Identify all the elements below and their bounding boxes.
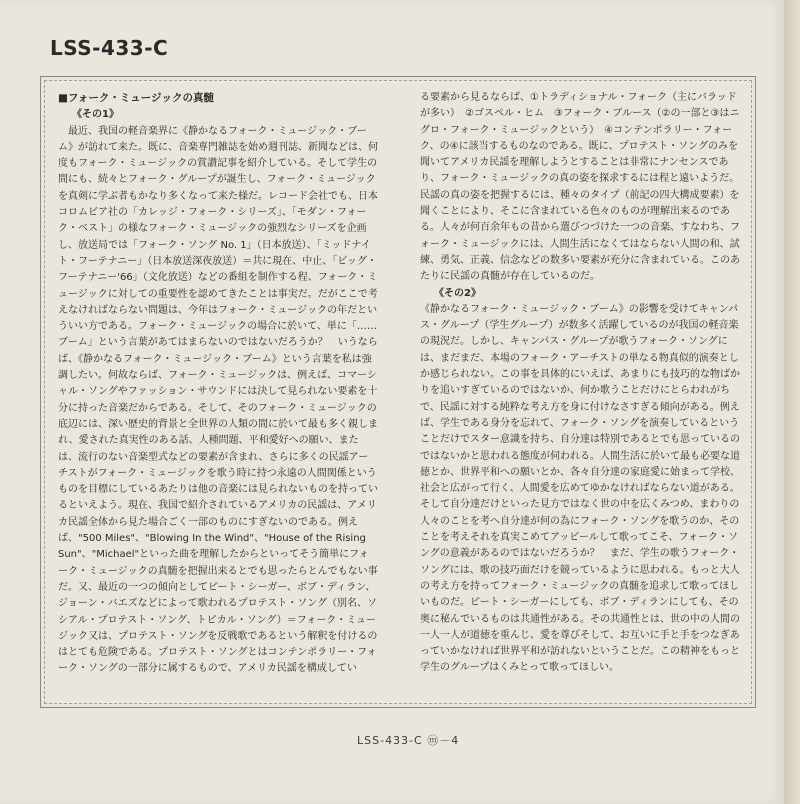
section1-title: 《その1》	[72, 109, 119, 121]
left-column	[58, 90, 378, 678]
section2-title: 《その2》	[434, 287, 481, 299]
article-heading: ■フォーク・ミュージックの真髄	[58, 92, 214, 104]
page-footer: LSS-433-C ⓜ－4	[357, 734, 460, 747]
catalog-number: LSS-433-C	[50, 36, 169, 60]
section2-text: 《静かなるフォーク・ミュージック・ブーム》の影響を受けてキャンパス・グループ（学生グループ）が数多く活躍しているのが我国の軽音楽の現況だ。しかし、キャンパス・グループが歌うフォーク・ソングには、まだまだ、本場のフォーク・アーチストの単なる物真似的演奏としか感じられない。この事を具体的にいえば、あまりにも技巧的な物ばかりを追いすぎているのではないか、何か歌うことだけにとらわれがちで、民謡に対する純粋な考え方を身に付けなさすぎる傾向がある。例えば、学生である身分を忘れて、フォーク・ソングを演奏しているということだけでスター意識を持ち、自分達は特別であるとでも思っているのではないかと思われる態度が伺われる。人間生活に於いて最も必要な道徳とか、世界平和への願いとか、各々自分達の家庭愛に始まって学校、社会と広がって行く、人間愛を広めてゆかなければならない道がある。そして自分達だけといった見方ではなく世の中を広くみつめ、まわりの人々のことを考へ自分達が何の為にフォーク・ソングを歌うのか、そのことを考えそれを真実こめてアッピールして歌ってこそ、フォーク・ソングの意義があるのではないだろうか？ まだ、学生の歌うフォーク・ソングには、歌の技巧面だけを競っているように思われる。もっと大人の考え方を持ってフォーク・ミュージックの真髄を追求して歌ってほしいものだ。ピート・シーガーにしても、ボブ・ディランにしても、その奥に秘んでいるものは共通性がある。その共通性とは、世の中の人間の一人一人が道徳を重んじ、愛を尊びそして、お互いに手と手をつなぎあっていかなければ世界平和が訪れないということだ。この精神をもっと学生のグループはくみとって歌ってほしい。	[420, 303, 740, 674]
right-column	[420, 90, 740, 677]
section1-text: 最近、我国の軽音楽界に《静かなるフォーク・ミュージック・ブーム》が訪れて来た。既に、音楽専門雑誌を始め週刊誌、新聞などは、何度もフォーク・ミュージックの賞讃記事を紹介している。そして学生の間にも、続々とフォーク・グループが誕生し、フォーク・ミュージックを真剣に学ぶ者もかなり多くなって来た様だ。レコード会社でも、日本コロムビア社の「カレッジ・フォーク・シリーズ」、「モダン・フォーク・ベスト」の様なフォーク・ミュージックの強烈なシリーズを企画し、放送局では「フォーク・ソング No. 1」（日本放送）、「ミッドナイト・フーテナニー」（日本放送深夜放送）＝共に現在、中止、「ビッグ・フーテナニー'66」（文化放送）などの番組を制作する程、フォーク・ミュージックに対しての重要性を認めてきたことは事実だ。だがここで考えなければならない問題は、今年はフォーク・ミュージックの年だといういい方である。フォーク・ミュージックの場合に於いて、単に「……ブーム」という言葉があてはまらないのではないだろうか？ いうならば、《静かなるフォーク・ミュージック・ブーム》という言葉を私は強調したい。何故ならば、フォーク・ミュージックは、例えば、コマーシャル・ソングやファッション・サウンドには決して見られない要素を十分に持った音楽だからである。そして、そのフォーク・ミュージックの底辺には、深い歴史的背景と全世界の人類の間に於いて最も多く親しまれ、愛された真実性のある話、人種問題、平和愛好への願い、または、流行のない音楽型式などの要素が含まれ、さらに多くの民謡アーチストがフォーク・ミュージックを歌う時に持つ永遠の人間関係というものを目標にしているあたりは他の音楽には見られないものを持っているといえよう。現在、我国で紹介されているアメリカの民謡は、アメリカ民謡全体から見た場合ごく一部のものにすぎないのである。例えば、"500 Miles"、"Blowing In the Wind"、"House of the Rising Sun"、"Michael"といった曲を理解したからといってそう簡単にフォーク・ミュージックの真髄を把握出来るとでも思ったらとんでもない事だ。又、最近の一つの傾向としてピート・シーガー、ボブ・ディラン、ジョーン・バエズなどによって歌われるプロテスト・ソング（別名、ソシアル・プロテスト・ソング、トピカル・ソング）＝フォーク・ミュージック又は、プロテスト・ソングを反戦歌であるという解釈を付けるのはとても危険である。プロテスト・ソングとはコンテンポラリー・フォーク・ソングの一部分に属するもので、アメリカ民謡を構成してい	[58, 125, 378, 675]
section1-text-continued: る要素から見るならば、①トラディショナル・フォーク（主にバラッドが多い） ②ゴスペル・ヒム ③フォーク・ブルース（②の一部と③はニグロ・フォーク・ミュージックという） ④コンテンポラリー・フォーク、の④に該当するものなのである。既に、プロテスト・ソングのみを聞いてアメリカ民謡を理解しようとすることは非常にナンセンスであり、フォーク・ミュージックの真の姿を探求するには程と遠いようだ。民謡の真の姿を把握するには、種々のタイプ（前記の四大構成要素）を聞くことにより、そこに含まれている色々のものが理解出来るのである。人々が何百余年もの昔から選びつづけた一つの音楽、すなわち、フォーク・ミュージックには、人間生活になくてはならない人間の和、試練、勇気、正義、信念などの数多い要素が充分に含まれている。このあたりに民謡の真髄が存在しているのだ。	[420, 92, 740, 283]
sleeve-edge	[784, 0, 800, 804]
